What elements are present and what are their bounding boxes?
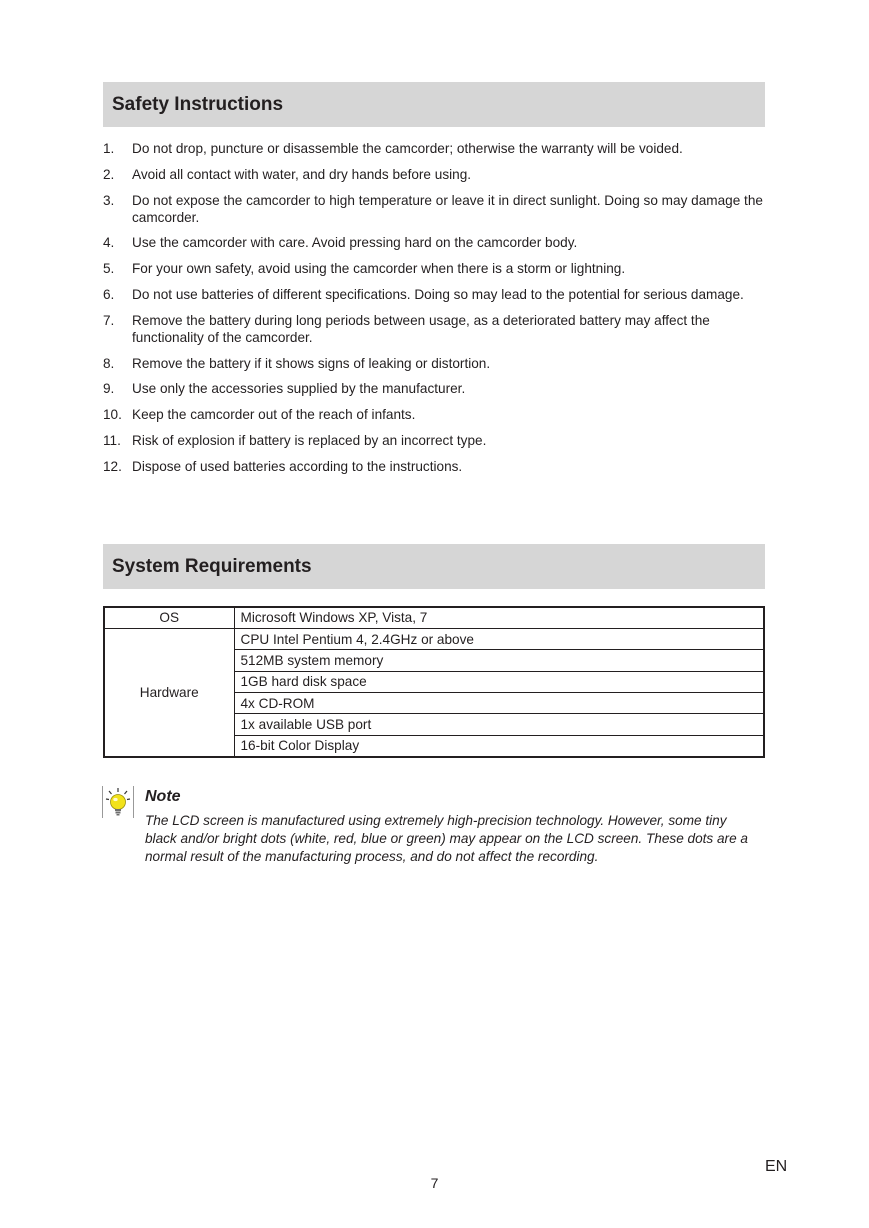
- item-number: 3.: [103, 192, 115, 208]
- list-item: [103, 286, 765, 303]
- table-row: [104, 607, 764, 628]
- language-tag: EN: [765, 1158, 788, 1175]
- item-number: 9.: [103, 381, 115, 397]
- item-text: Dispose of used batteries according to the instructions.: [132, 458, 463, 474]
- hardware-label-cell: Hardware: [104, 628, 234, 756]
- hardware-value-cell: 512MB system memory: [234, 650, 764, 671]
- page-number: 7: [430, 1175, 439, 1191]
- item-text: Keep the camcorder out of the reach of infants.: [132, 407, 416, 423]
- item-text: For your own safety, avoid using the camcorder when there is a storm or lightning.: [132, 261, 626, 277]
- list-item: [103, 234, 765, 251]
- item-number: 1.: [103, 141, 115, 156]
- item-number: 5.: [103, 261, 115, 277]
- note-text: The LCD screen is manufactured using extremely high-precision technology. However, some tiny black and/or bright dots (white, red, blue or green) may appear on the LCD screen. These dots are a normal result of the manufacturing process, and do not affect the recording.: [145, 813, 748, 864]
- item-number: 12.: [103, 458, 122, 474]
- list-item: [103, 192, 765, 226]
- list-item: [103, 406, 765, 423]
- item-text: Avoid all contact with water, and dry hands before using.: [132, 166, 472, 182]
- item-text: Do not use batteries of different specifications. Doing so may lead to the potential for serious damage.: [132, 286, 744, 302]
- table-row: [104, 628, 764, 649]
- os-label-cell: OS: [104, 607, 234, 628]
- list-item: [103, 312, 765, 346]
- safety-instructions-list: [103, 140, 765, 484]
- item-number: 7.: [103, 312, 115, 328]
- list-item: [103, 166, 765, 183]
- item-text: Use only the accessories supplied by the manufacturer.: [132, 381, 466, 397]
- item-number: 2.: [103, 166, 115, 182]
- list-item: [103, 140, 765, 157]
- system-requirements-heading: System Requirements: [103, 544, 765, 589]
- hardware-value-cell: 4x CD-ROM: [234, 693, 764, 714]
- list-item: [103, 260, 765, 277]
- item-number: 11.: [103, 432, 121, 448]
- system-requirements-table: [103, 606, 765, 758]
- item-number: 10.: [103, 407, 122, 423]
- hardware-value-cell: 1x available USB port: [234, 714, 764, 735]
- item-text: Remove the battery during long periods between usage, as a deteriorated battery may affect the functionality of the camcorder.: [132, 312, 710, 345]
- os-value-cell: Microsoft Windows XP, Vista, 7: [234, 607, 764, 628]
- safety-instructions-heading: Safety Instructions: [103, 82, 765, 127]
- item-text: Risk of explosion if battery is replaced by an incorrect type.: [132, 432, 487, 448]
- item-text: Do not expose the camcorder to high temperature or leave it in direct sunlight. Doing so may damage the camcorder.: [132, 192, 763, 225]
- hardware-value-cell: 16-bit Color Display: [234, 735, 764, 756]
- item-text: Do not drop, puncture or disassemble the camcorder; otherwise the warranty will be voided.: [132, 141, 683, 156]
- list-item: [103, 355, 765, 372]
- item-number: 4.: [103, 235, 115, 251]
- item-text: Use the camcorder with care. Avoid pressing hard on the camcorder body.: [132, 235, 578, 251]
- list-item: [103, 458, 765, 475]
- list-item: [103, 380, 765, 397]
- lightbulb-icon: [102, 786, 134, 818]
- hardware-value-cell: CPU Intel Pentium 4, 2.4GHz or above: [234, 628, 764, 649]
- note-title: Note: [145, 788, 181, 805]
- item-number: 6.: [103, 286, 115, 302]
- item-text: Remove the battery if it shows signs of leaking or distortion.: [132, 355, 491, 371]
- list-item: [103, 432, 765, 449]
- item-number: 8.: [103, 355, 115, 371]
- hardware-value-cell: 1GB hard disk space: [234, 671, 764, 692]
